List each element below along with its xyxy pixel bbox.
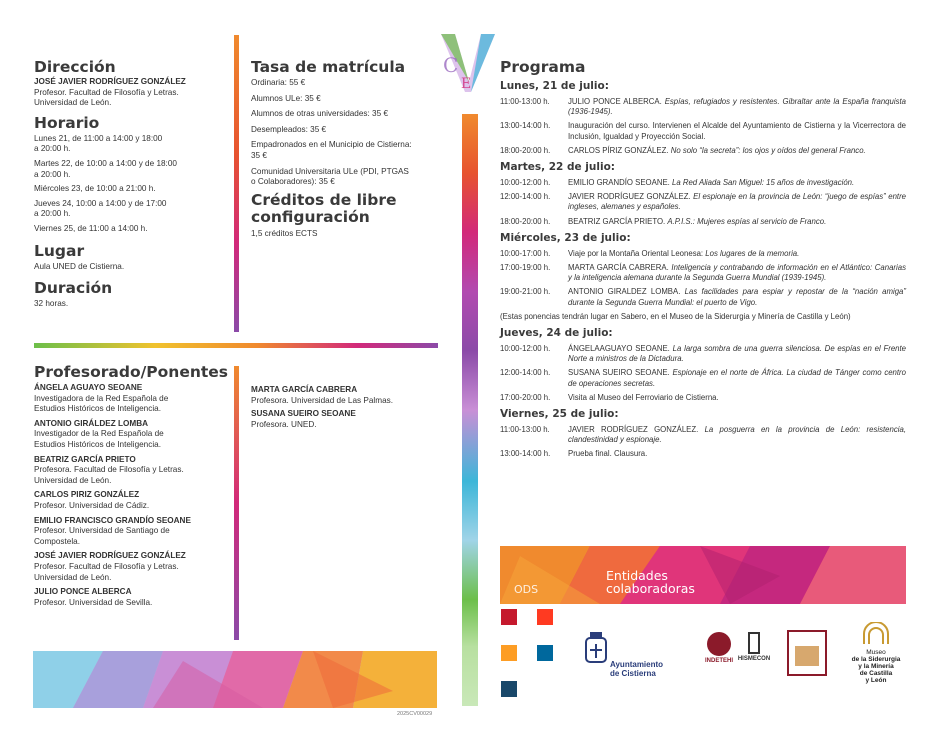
- decorative-center-stripe: [462, 114, 478, 706]
- hismecon-mark-icon: [748, 632, 760, 654]
- creditos-title: Créditos de libre configuración: [251, 190, 397, 226]
- speaker-list-right: [251, 385, 441, 430]
- day-label: Jueves, 24 de julio:: [500, 327, 613, 340]
- ods-11-icon: [501, 645, 517, 661]
- horario-item: Miércoles 23, de 10:00 a 21:00 h.: [34, 184, 156, 194]
- day-label: Miércoles, 23 de julio:: [500, 231, 631, 244]
- program-row: 13:00-14:00 h. Prueba final. Clausura.: [500, 449, 648, 459]
- speaker-item: SUSANA SUEIRO SEOANE Profesora. UNED.: [251, 409, 356, 429]
- decorative-horizontal-stripe: [34, 343, 438, 348]
- lugar-text: Aula UNED de Cistierna.: [34, 261, 125, 271]
- horario-item: Martes 22, de 10:00 a 14:00 y de 18:00 a 20:00 h.: [34, 158, 177, 179]
- day-label: Martes, 22 de julio:: [500, 161, 615, 174]
- decorative-banner-left: [33, 651, 437, 708]
- direccion-line2: Universidad de León.: [34, 98, 112, 108]
- tasa-item: Ordinaria: 55 €: [251, 78, 306, 87]
- speaker-item: JOSÉ JAVIER RODRÍGUEZ GONZÁLEZ Profesor. Facultad de Filosofía y Letras. Universidad de León.: [34, 551, 186, 582]
- banner-background: [500, 546, 906, 604]
- creditos-text: 1,5 créditos ECTS: [251, 228, 318, 238]
- program-row: 19:00-21:00 h. ANTONIO GIRALDEZ LOMBA. Las facilidades para espiar y repostar de la “nación amiga” durante la Segunda Guerra Mundial: el puerto de Vigo.: [500, 287, 906, 307]
- duracion-title: Duración: [34, 279, 113, 298]
- direccion-name: JOSÉ JAVIER RODRÍGUEZ GONZÁLEZ: [34, 77, 186, 86]
- ods-5-icon: [537, 609, 553, 625]
- horario-item: Jueves 24, 10:00 a 14:00 y de 17:00 a 20:00 h.: [34, 198, 167, 219]
- speaker-item: ÁNGELA AGUAYO SEOANE Investigadora de la Red Española de Estudios Históricos de Inteligencia.: [34, 383, 169, 414]
- ods-16-icon: [537, 645, 553, 661]
- speaker-item: JULIO PONCE ALBERCA Profesor. Universidad de Sevilla.: [34, 587, 153, 607]
- program-row: 10:00-12:00 h. EMILIO GRANDÍO SEOANE. La Red Aliada San Miguel: 15 años de investigación.: [500, 178, 855, 188]
- coat-of-arms-icon: [582, 630, 610, 674]
- program-note: (Estas ponencias tendrán lugar en Sabero, en el Museo de la Siderurgia y Minería de Castilla y León): [500, 311, 851, 321]
- program-row: 18:00-20:00 h. BEATRIZ GARCÍA PRIETO. A.P.I.S.: Mujeres espías al servicio de Franco.: [500, 216, 827, 226]
- horario-item: Lunes 21, de 11:00 a 14:00 y 18:00 a 20:00 h.: [34, 133, 163, 154]
- entidades-banner: [500, 546, 906, 604]
- tasa-item: Empadronados en el Municipio de Cistierna:: [251, 140, 412, 150]
- speaker-item: CARLOS PIRIZ GONZÁLEZ Profesor. Universidad de Cádiz.: [34, 490, 150, 510]
- seal-icon: [707, 632, 731, 656]
- ods-4-icon: [501, 609, 517, 625]
- tasa-item: Alumnos ULe: 35 €: [251, 93, 321, 103]
- program-row: 11:00-13:00 h. JULIO PONCE ALBERCA. Espías, refugiados y resistentes. Gibraltar ante la España franquista (1936-1945).: [500, 97, 906, 117]
- instituto-logo: [787, 630, 827, 676]
- duracion-text: 32 horas.: [34, 299, 69, 309]
- horario-item: Viernes 25, de 11:00 a 14:00 h.: [34, 223, 148, 233]
- document-code: 2025CV00029: [397, 711, 433, 717]
- lugar-title: Lugar: [34, 241, 85, 260]
- tasa-section: [251, 58, 441, 239]
- tasa-item: o Colaboradores): 35 €: [251, 177, 335, 187]
- building-icon: [795, 646, 819, 666]
- cv-logo: [437, 32, 501, 94]
- svg-text:E: E: [461, 76, 472, 92]
- horario-list: [34, 134, 234, 235]
- day-label: Lunes, 21 de julio:: [500, 80, 609, 92]
- decorative-vertical-stripe-2: [234, 366, 239, 640]
- entidades-label: Entidades colaboradoras: [606, 568, 695, 596]
- tasa-item: Alumnos de otras universidades: 35 €: [251, 109, 388, 119]
- program-row: 17:00-19:00 h. MARTA GARCÍA CABRERA. Inteligencia y contrabando de información en el Atlántico: Canarias y la inteligencia alemana durante la Segunda Guerra Mundial (1939-1945).: [500, 263, 906, 283]
- ayuntamiento-logo: Ayuntamiento de Cistierna: [582, 630, 678, 680]
- tasa-item: 35 €: [251, 150, 267, 160]
- arch-icon: [861, 622, 891, 644]
- speaker-item: ANTONIO GIRÁLDEZ LOMBA Investigador de la Red Española de Estudios Históricos de Inteligencia.: [34, 418, 164, 449]
- programa-section: [500, 58, 906, 464]
- tasa-item: Desempleados: 35 €: [251, 124, 327, 134]
- museo-logo: Museo de la Siderurgia y la Minería de Castilla y León: [848, 622, 904, 686]
- speaker-item: BEATRIZ GARCÍA PRIETO Profesora. Facultad de Filosofía y Letras. Universidad de León.: [34, 454, 184, 485]
- speaker-list: [34, 383, 239, 608]
- program-row: 17:00-20:00 h. Visita al Museo del Ferroviario de Cistierna.: [500, 392, 719, 402]
- program-row: 10:00-12:00 h. ÁNGELAAGUAYO SEOANE. La larga sombra de una guerra silenciosa. De espías en el Frente Norte a ministros de la Dictadura.: [500, 344, 906, 364]
- svg-text:C: C: [443, 53, 459, 77]
- program-row: 13:00-14:00 h. Inauguración del curso. Intervienen el Alcalde del Ayuntamiento de Cistierna y la Vicerrectora de Inclusión, Igualdad y Proyección Social.: [500, 121, 906, 141]
- ods-label: ODS: [514, 583, 539, 596]
- hismecon-logo: HISMECON: [736, 632, 772, 680]
- direccion-line1: Profesor. Facultad de Filosofía y Letras.: [34, 87, 179, 97]
- horario-title: Horario: [34, 113, 100, 132]
- profesorado-section: [34, 363, 239, 608]
- day-label: Viernes, 25 de julio:: [500, 408, 619, 421]
- direccion-section: [34, 58, 234, 310]
- speaker-item: MARTA GARCÍA CABRERA Profesora. Universidad de Las Palmas.: [251, 385, 393, 405]
- tasa-title: Tasa de matrícula: [251, 58, 406, 76]
- decorative-vertical-stripe: [234, 35, 239, 332]
- ods-17-icon: [501, 681, 517, 697]
- program-row: 12:00-14:00 h. JAVIER RODRÍGUEZ GONZÁLEZ. El espionaje en la provincia de León: “juego de espías” entre ingleses, alemanes y españoles.: [500, 192, 907, 212]
- direccion-title: Dirección: [34, 58, 116, 76]
- program-row: 11:00-13:00 h. JAVIER RODRÍGUEZ GONZÁLEZ. La posguerra en la provincia de León: resistencia, clandestinidad y espionaje.: [500, 425, 906, 445]
- program-row: 18:00-20:00 h. CARLOS PÍRIZ GONZÁLEZ. No solo “la secreta”: los ojos y oídos del general Franco.: [500, 145, 866, 155]
- speaker-item: EMILIO FRANCISCO GRANDÍO SEOANE Profesor. Universidad de Santiago de Compostela.: [34, 515, 191, 546]
- program-row: 10:00-17:00 h. Viaje por la Montaña Oriental Leonesa: Los lugares de la memoria.: [500, 248, 800, 258]
- program-row: 12:00-14:00 h. SUSANA SUEIRO SEOANE. Espionaje en el norte de África. La ciudad de Tánger como centro de operaciones secretas.: [500, 368, 906, 388]
- tasa-item: Comunidad Universitaria ULe (PDI, PTGAS: [251, 166, 409, 176]
- programa-title: Programa: [500, 58, 586, 76]
- profesorado-title: Profesorado/Ponentes: [34, 363, 229, 381]
- indetehi-logo: INDETEHI: [696, 632, 742, 680]
